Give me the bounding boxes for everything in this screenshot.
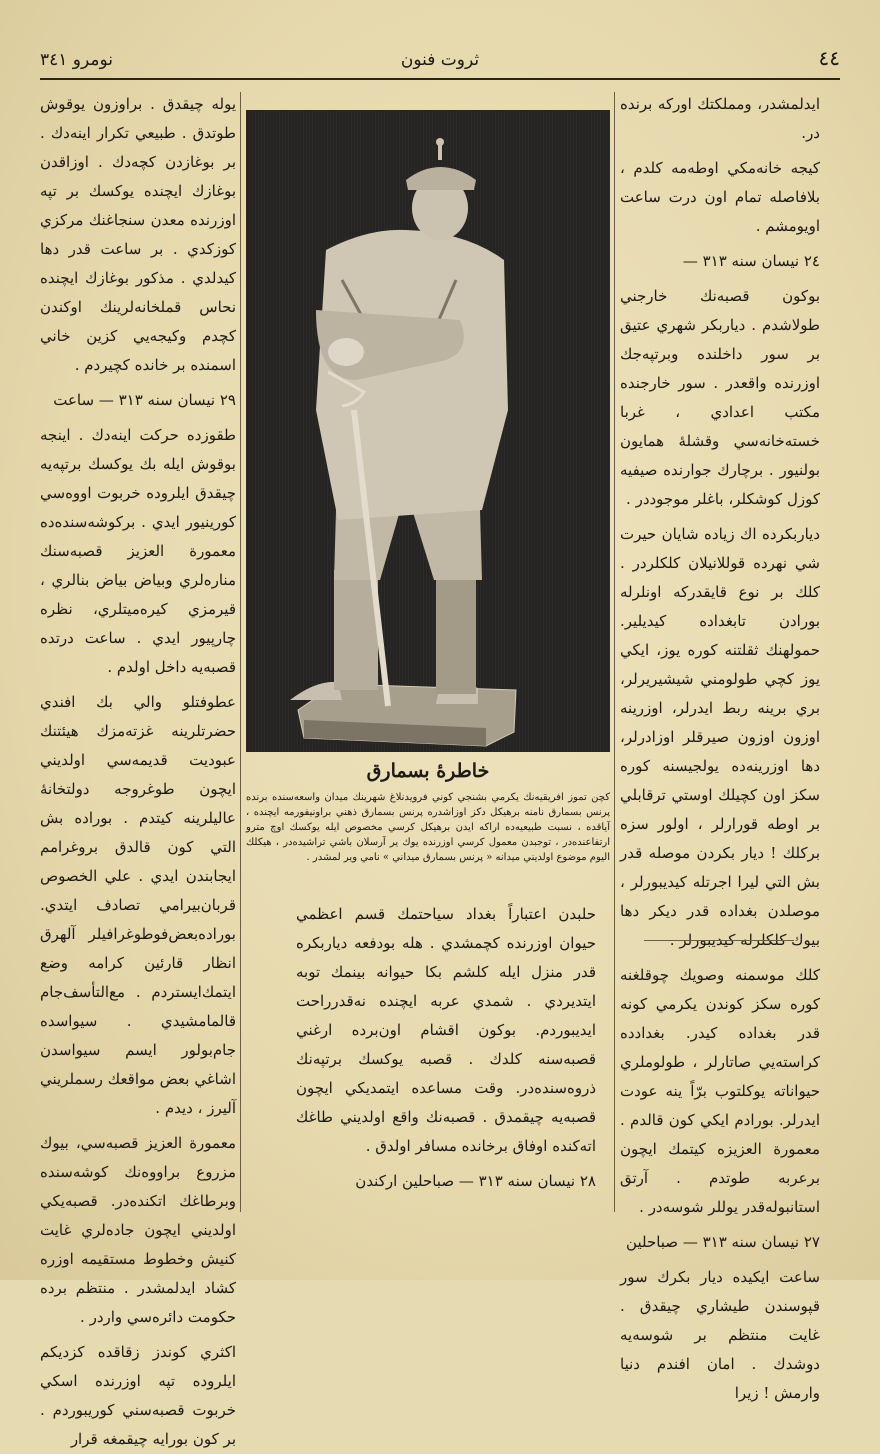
date-heading: ٢٤ نيسان سنه ٣١٣ — [682,252,820,270]
paragraph: طقوزده حركت اينه‌دك . اينجه بوقوش ايله بك يوكسك برتپه‌يه چيقدق ايلروده خربوت اووه‌سي كورينيور ايدي . بركوشه‌سنده‌ده معمورة العزيز قصبه‌سنك مناره‌لري وبياض بياض بنالري ، قيرمزي كيره‌ميتلري، نظره چارپيور ايدي . ساعت درتده قصبه‌يه داخل اولدم . [40,426,236,676]
section-divider [644,940,794,941]
paragraph: يوله چيقدق . براوزون يوقوش طوتدق . طبيعي تكرار اينه‌دك . بر بوغازدن كچه‌دك . اوزاقدن بوغازك ايچنده يوكسك بر تپه اوزرنده معدن سنجاغنك مركزي كوزكدي . بر ساعت قدر دها كيدلدي . مذكور بوغازك ايچنده نحاس قملخانه‌لرينك اوكندن كچدم وكيجه‌يي كزين خاني اسمنده بر خانده كچيردم . [40,95,236,374]
column-center [296,900,596,1210]
date-heading: ٢٧ نيسان سنه ٣١٣ — صباحلين [626,1233,820,1251]
paragraph: اكثري كوندز زقاقده كزديكم ايلروده تپه اوزرنده اسكي خربوت قصبه‌سني كوريبوردم . بر كون بورايه چيقمغه قرار [40,1343,236,1448]
column-right [620,90,820,1402]
date-heading: ٢٩ نيسان سنه ٣١٣ — ساعت [53,391,236,409]
paragraph: بوكون قصبه‌نك خارجني طولاشدم . دياربكر شهري عتيق بر سور داخلنده وبرتپه‌جك اوزرنده واقعدر . سور خارجنده مكتب اعدادي ، غربا خسته‌خانه‌سي وقشلهٔ همايون بولنيور . برچارك جوارنده صيفيه كوزل كوشكلر، باغلر موجوددر . [620,287,820,508]
column-divider [240,92,241,1212]
journal-title: ثروت فنون [400,50,480,70]
statue-engraving [246,110,610,752]
paragraph: حلبدن اعتباراً بغداد سياحتمك قسم اعظمي حيوان اوزرنده كچمشدي . هله بودفعه دياربكره قدر منزل ايله كلشم بكا حيوانه بينمك توبه ايتديردي . شمدي عربه ايچنده نه‌قدرراحت ايديبوردم. بوكون اقشام اون‌برده ارغني قصبه‌سنه كلدك . قصبه يوكسك برتپه‌نك ذروه‌سنده‌در. وقت مساعده ايتمديكي ايچون قصبه‌يه چيقمدق . قصبه‌نك واقع اولديني طاغك اته‌كنده اوفاق برخانده مسافر اولدق . [296,905,596,1155]
figure-caption-title: خاطرهٔ بسمارق [366,760,490,782]
issue-number: نومرو ٣٤١ [40,50,114,70]
paragraph: دياربكرده اك زياده شايان حيرت شي نهرده قوللانيلان كلكلردر . كلك بر نوع قايقدركه اونلرله بورادن تابغداده كيديلير. حمولهنك ثقلتنه كوره يوز، ايكي يوز كچي طولومني شيشيريرلر، بري برينه ربط ايدرلر، اوزرينه اوزون اوزون صيرقلر اوزادرلر، دها اوزرينه‌ده يولجيسنه كوره سكز اون كچيلك اوستي ترقابلي بر اوطه قورارلر ، اولور سزه بركلك ! ديار بكردن موصله قدر بش التي ليرا اجرتله كيديبورلر ، موصلدن بغداده قدر ديكر دها بيوك كلكلرله كيديبورلر . [620,525,820,949]
header-rule [40,78,840,80]
paragraph: عطوفتلو والي بك افندي حضرتلرينه غزته‌مزك هيئتنك عبوديت قديمه‌سي اولديني ايچون طوغروجه دولتخانهٔ عاليلرينه كيتدم . بوراده بش التي كون قالدق بروغرامم ايجابندن ايدي . علي الخصوص قربان‌بيرامي تصادف ايتدي. بوراده‌بعض‌فوطوغرافيلر آلهرق انظار قارئين كرامه وضع ايتمك‌ايستردم . مع‌التأسف‌جام قالمامشيدي . سيواسده جام‌بولور ايسم سيواسدن اشاغي بعض مواقعك رسملريني آليرز ، ديدم . [40,693,236,1117]
figure-caption-text: كچن تموز افريقيه‌نك يكرمي بشنجي كوني فرويدنلاغ شهرينك ميدان واسعه‌سنده برنده پرنس بسمارق نامنه برهيكل دكز اوزاشدره پرنس بسمارق ذهني براونيفورمه ايچنده ، آياقده ، نسبت طبيعيه‌ده اراكه ايدن برهيكل كرسي مخصوص ايله يوكسك اوچ مترو ارتفاعنده‌در ، توجبدن معمول كرسي اوزرنده يوك ير آرسلان باشي تراشيده‌در ، هيكلك اليوم موضوع اولديني ميدانه « پرنس بسمارق ميداني » نامي وير لمشدر . [246,792,610,863]
paragraph: ساعت ايكيده ديار بكرك سور قپوسندن طيشاري چيقدق . غايت منتظم بر شوسه‌يه دوشدك . امان افندم دنيا وارمش ! زيرا [620,1268,820,1402]
column-left [40,90,236,1448]
paragraph: كيجه خانه‌مكي اوطه‌مه كلدم ، بلافاصله تمام اون درت ساعت اويومشم . [620,159,820,235]
paragraph: كلك موسمنه وصويك چوقلغنه كوره سكز كوندن يكرمي كونه قدر بغداده كيدر. بغدادده كراسته‌يي صاتارلر ، طولوملري حيواناته يوكلتوب برّاً ينه عودت ايدرلر. بورادم ايكي كون قالدم . معمورة العزيزه كيتمك ايچون برعربه طوتدم . آرتق استانبوله‌قدر يوللر شوسه‌در . [620,966,820,1216]
page-header [40,40,840,80]
page-number: ٤٤ [818,46,840,70]
statue-illustration [246,110,610,752]
column-divider [614,92,615,1212]
paragraph: ايدلمشدر، ومملكتك اوركه برنده در. [620,95,820,142]
date-heading: ٢٨ نيسان سنه ٣١٣ — صباحلين اركندن [355,1172,596,1190]
paragraph: معمورة العزيز قصبه‌سي، بيوك مزروع براووه‌نك كوشه‌سنده وبرطاغك اتكنده‌در. قصبه‌يكي اولديني ايچون جاده‌لري غايت كنيش وخطوط مستقيمه اوزره كشاد ايدلمشدر . منتظم برده حكومت دائره‌سي واردر . [40,1134,236,1326]
